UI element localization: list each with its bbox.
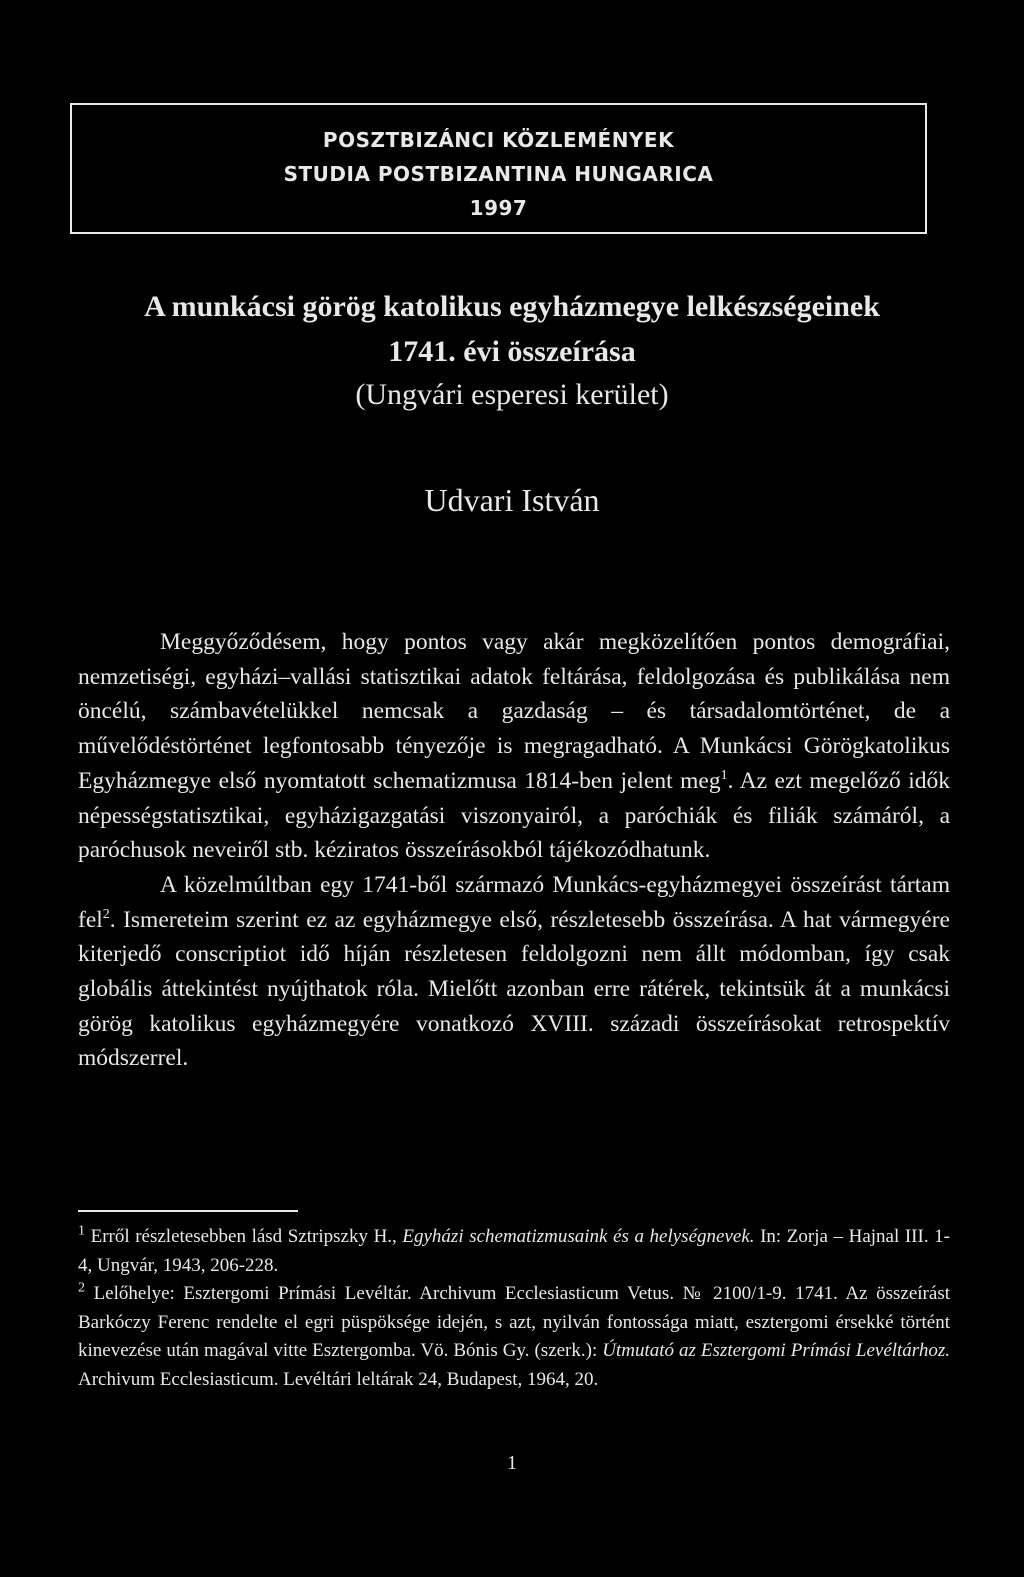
footnote-2 — [78, 1280, 950, 1394]
footnote-1-text-a: Erről részletesebben lásd Sztripszky H., — [85, 1226, 403, 1247]
paragraph-2-text-a: A közelmúltban egy 1741-ből származó Munkács-egyházmegyei összeírást tártam fel — [78, 871, 950, 933]
footnote-1-italic: Egyházi schematizmusaink és a helységnevek. — [402, 1226, 755, 1247]
footnote-1-text-b: In: Zorja – Hajnal III. 1-4, Ungvár, 1943, 206-228. — [78, 1226, 950, 1276]
article-title-line-2: 1741. évi összeírása — [388, 335, 636, 368]
journal-header-box — [70, 103, 927, 234]
footnote-2-italic: Útmutató az Esztergomi Prímási Levéltárhoz. — [602, 1340, 951, 1362]
footnote-ref-1[interactable]: 1 — [720, 767, 728, 783]
journal-year: 1997 — [469, 196, 528, 220]
paragraph-2-text-b: . Ismereteim szerint ez az egyházmegye első, részletesebb összeírása. A hat vármegyére kiterjedő conscriptiot idő híján részletesen feldolgozni nem állt módomban, így csak globális áttekintést nyújthatok róla. Mielőtt azonban erre rátérek, tekintsük át a munkácsi görög katolikus egyházmegyére vonatkozó XVIII. századi összeírásokat retrospektív módszerrel. — [78, 906, 950, 1072]
page-number: 1 — [507, 1452, 517, 1474]
footnotes — [78, 1223, 950, 1395]
article-subtitle: (Ungvári esperesi kerület) — [355, 378, 669, 411]
paragraph-2 — [78, 868, 950, 1076]
footnote-1 — [78, 1223, 950, 1280]
paragraph-1-text-a: Meggyőződésem, hogy pontos vagy akár megközelítően pontos demográfiai, nemzetiségi, egyházi–vallási statisztikai adatok feltárása, feldolgozása és publikálása nem öncélú, számbavételükkel nemcsak a gazdaság – és társadalomtörténet, de a művelődéstörténet legfontosabb tényezője is megragadható. A Munkácsi Görögkatolikus Egyházmegye első nyomtatott schematizmusa 1814-ben jelent meg — [78, 629, 950, 794]
paragraph-1-text-b: . Az ezt megelőző idők népességstatisztikai, egyházigazgatási viszonyairól, a paróchiák és filiák számáról, a paróchusok neveiről stb. kéziratos összeírásokból tájékozódhatunk. — [78, 767, 951, 864]
footnote-ref-2[interactable]: 2 — [102, 906, 110, 922]
footnote-1-number: 1 — [78, 1223, 85, 1239]
author-name: Udvari István — [424, 482, 600, 518]
paragraph-1 — [78, 625, 950, 868]
article-body — [78, 625, 950, 1076]
journal-name: POSZTBIZÁNCI KÖZLEMÉNYEK — [322, 128, 675, 152]
journal-latin-name: STUDIA POSTBIZANTINA HUNGARICA — [283, 162, 714, 186]
footnote-2-number: 2 — [78, 1280, 85, 1296]
footnote-2-text-b: Archivum Ecclesiasticum. Levéltári leltárak 24, Budapest, 1964, 20. — [78, 1368, 599, 1390]
article-title — [0, 284, 1024, 374]
article-title-line-1: A munkácsi görög katolikus egyházmegye lelkészségeinek — [144, 290, 880, 323]
footnote-2-text-a: Lelőhelye: Esztergomi Prímási Levéltár. Archivum Ecclesiasticum Vetus. № 2100/1-9. 1741. Az összeírást Barkóczy Ferenc rendelte el egri püspöksége idején, s azt, nyilván fontossága miatt, esztergomi érsekké történt kinevezése után magával vitte Esztergomba. Vö. Bónis Gy. (szerk.): — [78, 1283, 950, 1362]
footnote-divider — [78, 1210, 298, 1212]
